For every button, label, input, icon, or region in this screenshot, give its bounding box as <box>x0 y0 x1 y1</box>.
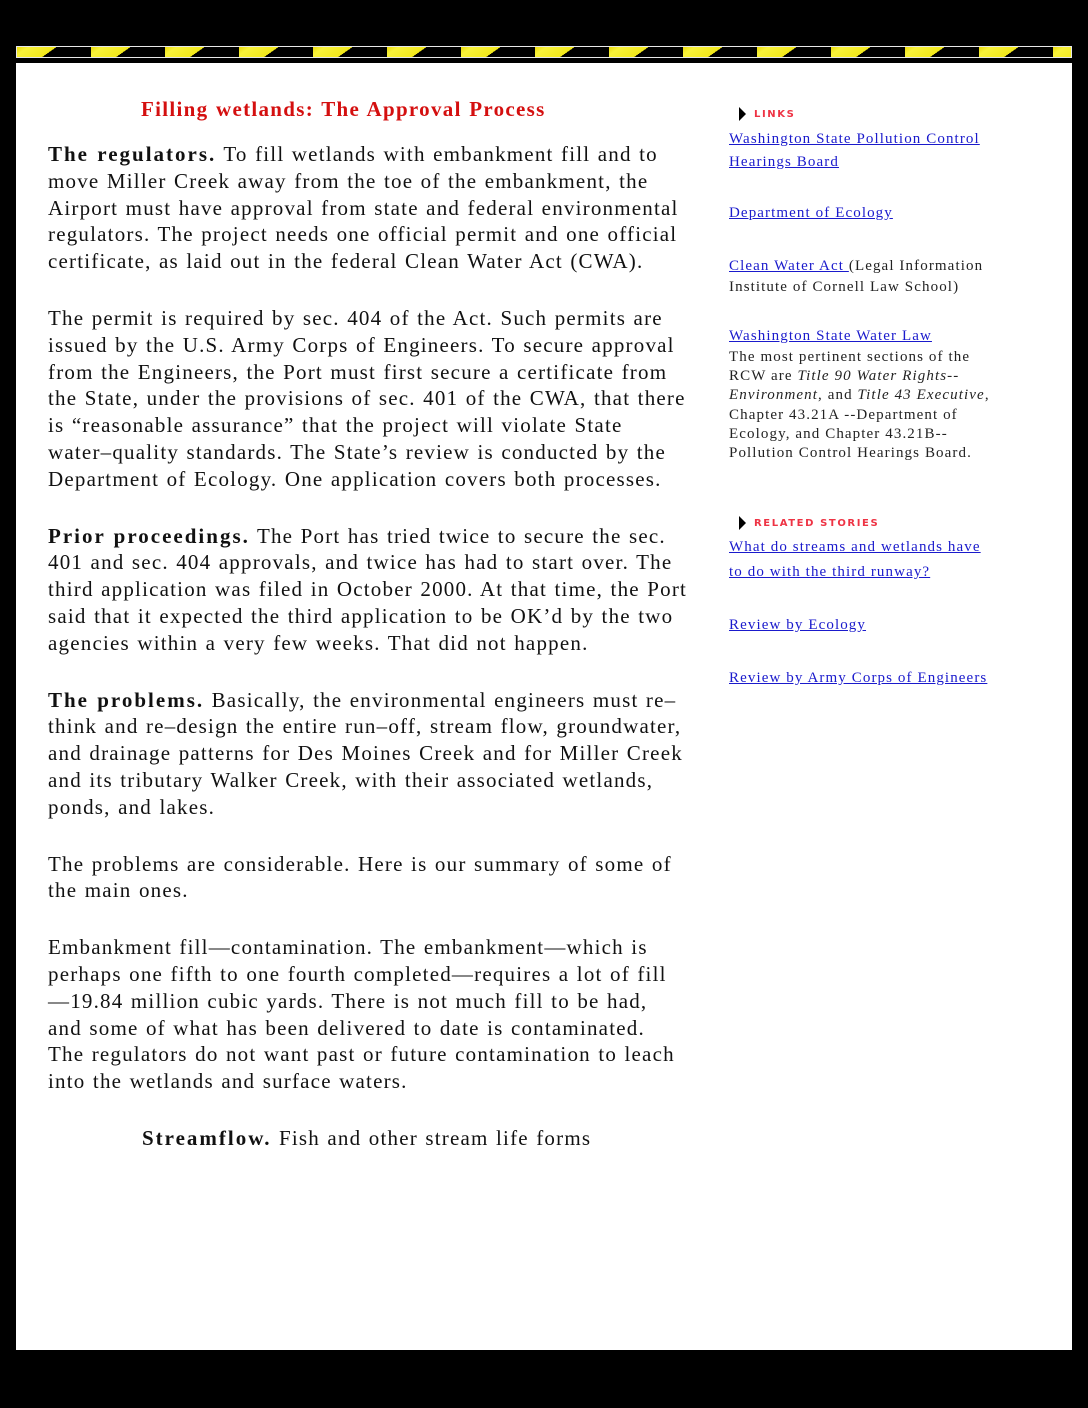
sidebar <box>729 63 999 690</box>
desc-text: , and <box>818 387 858 404</box>
paragraph-text: Fish and other stream life forms <box>271 1125 592 1150</box>
link-item <box>729 256 999 297</box>
paragraph-summary-intro <box>48 851 688 905</box>
hazard-stripe-banner <box>16 46 1072 58</box>
link-clean-water-act[interactable]: Clean Water Act <box>729 258 849 274</box>
paragraph-text: Embankment fill—contamination. The embankment—which is perhaps one fifth to one fourth completed—requires a lot of fill—19.84 million cubic yards. There is not much fill to be had, and some of what has been delivered to date is contaminated. The regulators do not want past or future contamination to leach into the wetlands and surface waters. <box>48 935 675 1094</box>
article-title: Filling wetlands: The Approval Process <box>141 97 546 121</box>
water-law-description <box>729 348 999 463</box>
link-department-of-ecology[interactable]: Department of Ecology <box>729 205 893 221</box>
content-page <box>16 63 1072 1350</box>
related-item <box>729 667 999 690</box>
paragraph-text: The Port has tried twice to secure the sec. 401 and sec. 404 approvals, and twice has had to start over. The third application was filed in October 2000. At that time, the Port said that it expected the third application to be OK’d by the two agencies within a very few weeks. That did not happen. <box>48 523 688 655</box>
link-item <box>729 203 999 224</box>
article <box>48 63 688 1152</box>
paragraph-embankment-fill <box>48 934 688 1095</box>
paragraph-permit <box>48 305 688 493</box>
related-stories-heading <box>739 515 999 531</box>
paragraph-text: To fill wetlands with embankment fill and to move Miller Creek away from the toe of the embankment, the Airport must have approval from state and federal environmental regulators. The project needs one official permit and one official certificate, as laid out in the federal Clean Water Act (CWA). <box>48 142 679 274</box>
link-pollution-control-hearings-board[interactable]: Washington State Pollution Control Hearings Board <box>729 131 980 170</box>
paragraph-problems <box>48 687 688 821</box>
paragraph-streamflow <box>48 1125 688 1152</box>
related-item <box>729 535 999 585</box>
paragraph-text: The permit is required by sec. 404 of the Act. Such permits are issued by the U.S. Army Corps of Engineers. To secure approval from the Engineers, the Port must first secure a certificate from the State, under the provisions of sec. 401 of the CWA, that there is “reasonable assurance” that the project will violate State water–quality standards. The State’s review is conducted by the Department of Ecology. One application covers both processes. <box>48 305 686 491</box>
triangle-bullet-icon <box>739 516 746 530</box>
desc-italic: Title 43 Executive <box>857 387 985 404</box>
paragraph-prior-proceedings <box>48 523 688 657</box>
paragraph-regulators <box>48 141 688 275</box>
link-washington-state-water-law[interactable]: Washington State Water Law <box>729 328 932 344</box>
paragraph-lead: Prior proceedings. <box>48 523 250 548</box>
related-stories-heading-label: RELATED STORIES <box>754 517 880 529</box>
link-note: (Legal Information Institute of Cornell Law School) <box>729 258 984 295</box>
links-heading <box>739 106 999 122</box>
related-item <box>729 615 999 636</box>
related-review-by-army-corps[interactable]: Review by Army Corps of Engineers <box>729 670 988 687</box>
desc-italic: Title 90 Water Rights--Environment <box>729 368 960 404</box>
paragraph-lead: The regulators. <box>48 142 217 166</box>
desc-text: The most pertinent sections of the RCW are <box>729 349 971 385</box>
paragraph-text: The problems are considerable. Here is our summary of some of the main ones. <box>48 851 672 903</box>
related-review-by-ecology[interactable]: Review by Ecology <box>729 617 867 634</box>
links-heading-label: LINKS <box>754 108 796 120</box>
link-item <box>729 326 999 463</box>
related-streams-wetlands[interactable]: What do streams and wetlands have to do with the third runway? <box>729 539 981 581</box>
paragraph-lead: The problems. <box>48 687 205 712</box>
paragraph-lead: Streamflow. <box>142 1125 272 1150</box>
desc-text: , Chapter 43.21A --Department of Ecology, and Chapter 43.21B-- Pollution Control Hearings Board. <box>729 387 990 462</box>
paragraph-text: Basically, the environmental engineers must re–think and re–design the entire run–off, stream flow, groundwater, and drainage patterns for Des Moines Creek and for Miller Creek and its tributary Walker Creek, with their associated wetlands, ponds, and lakes. <box>48 687 683 819</box>
triangle-bullet-icon <box>739 107 746 121</box>
link-item <box>729 128 999 174</box>
